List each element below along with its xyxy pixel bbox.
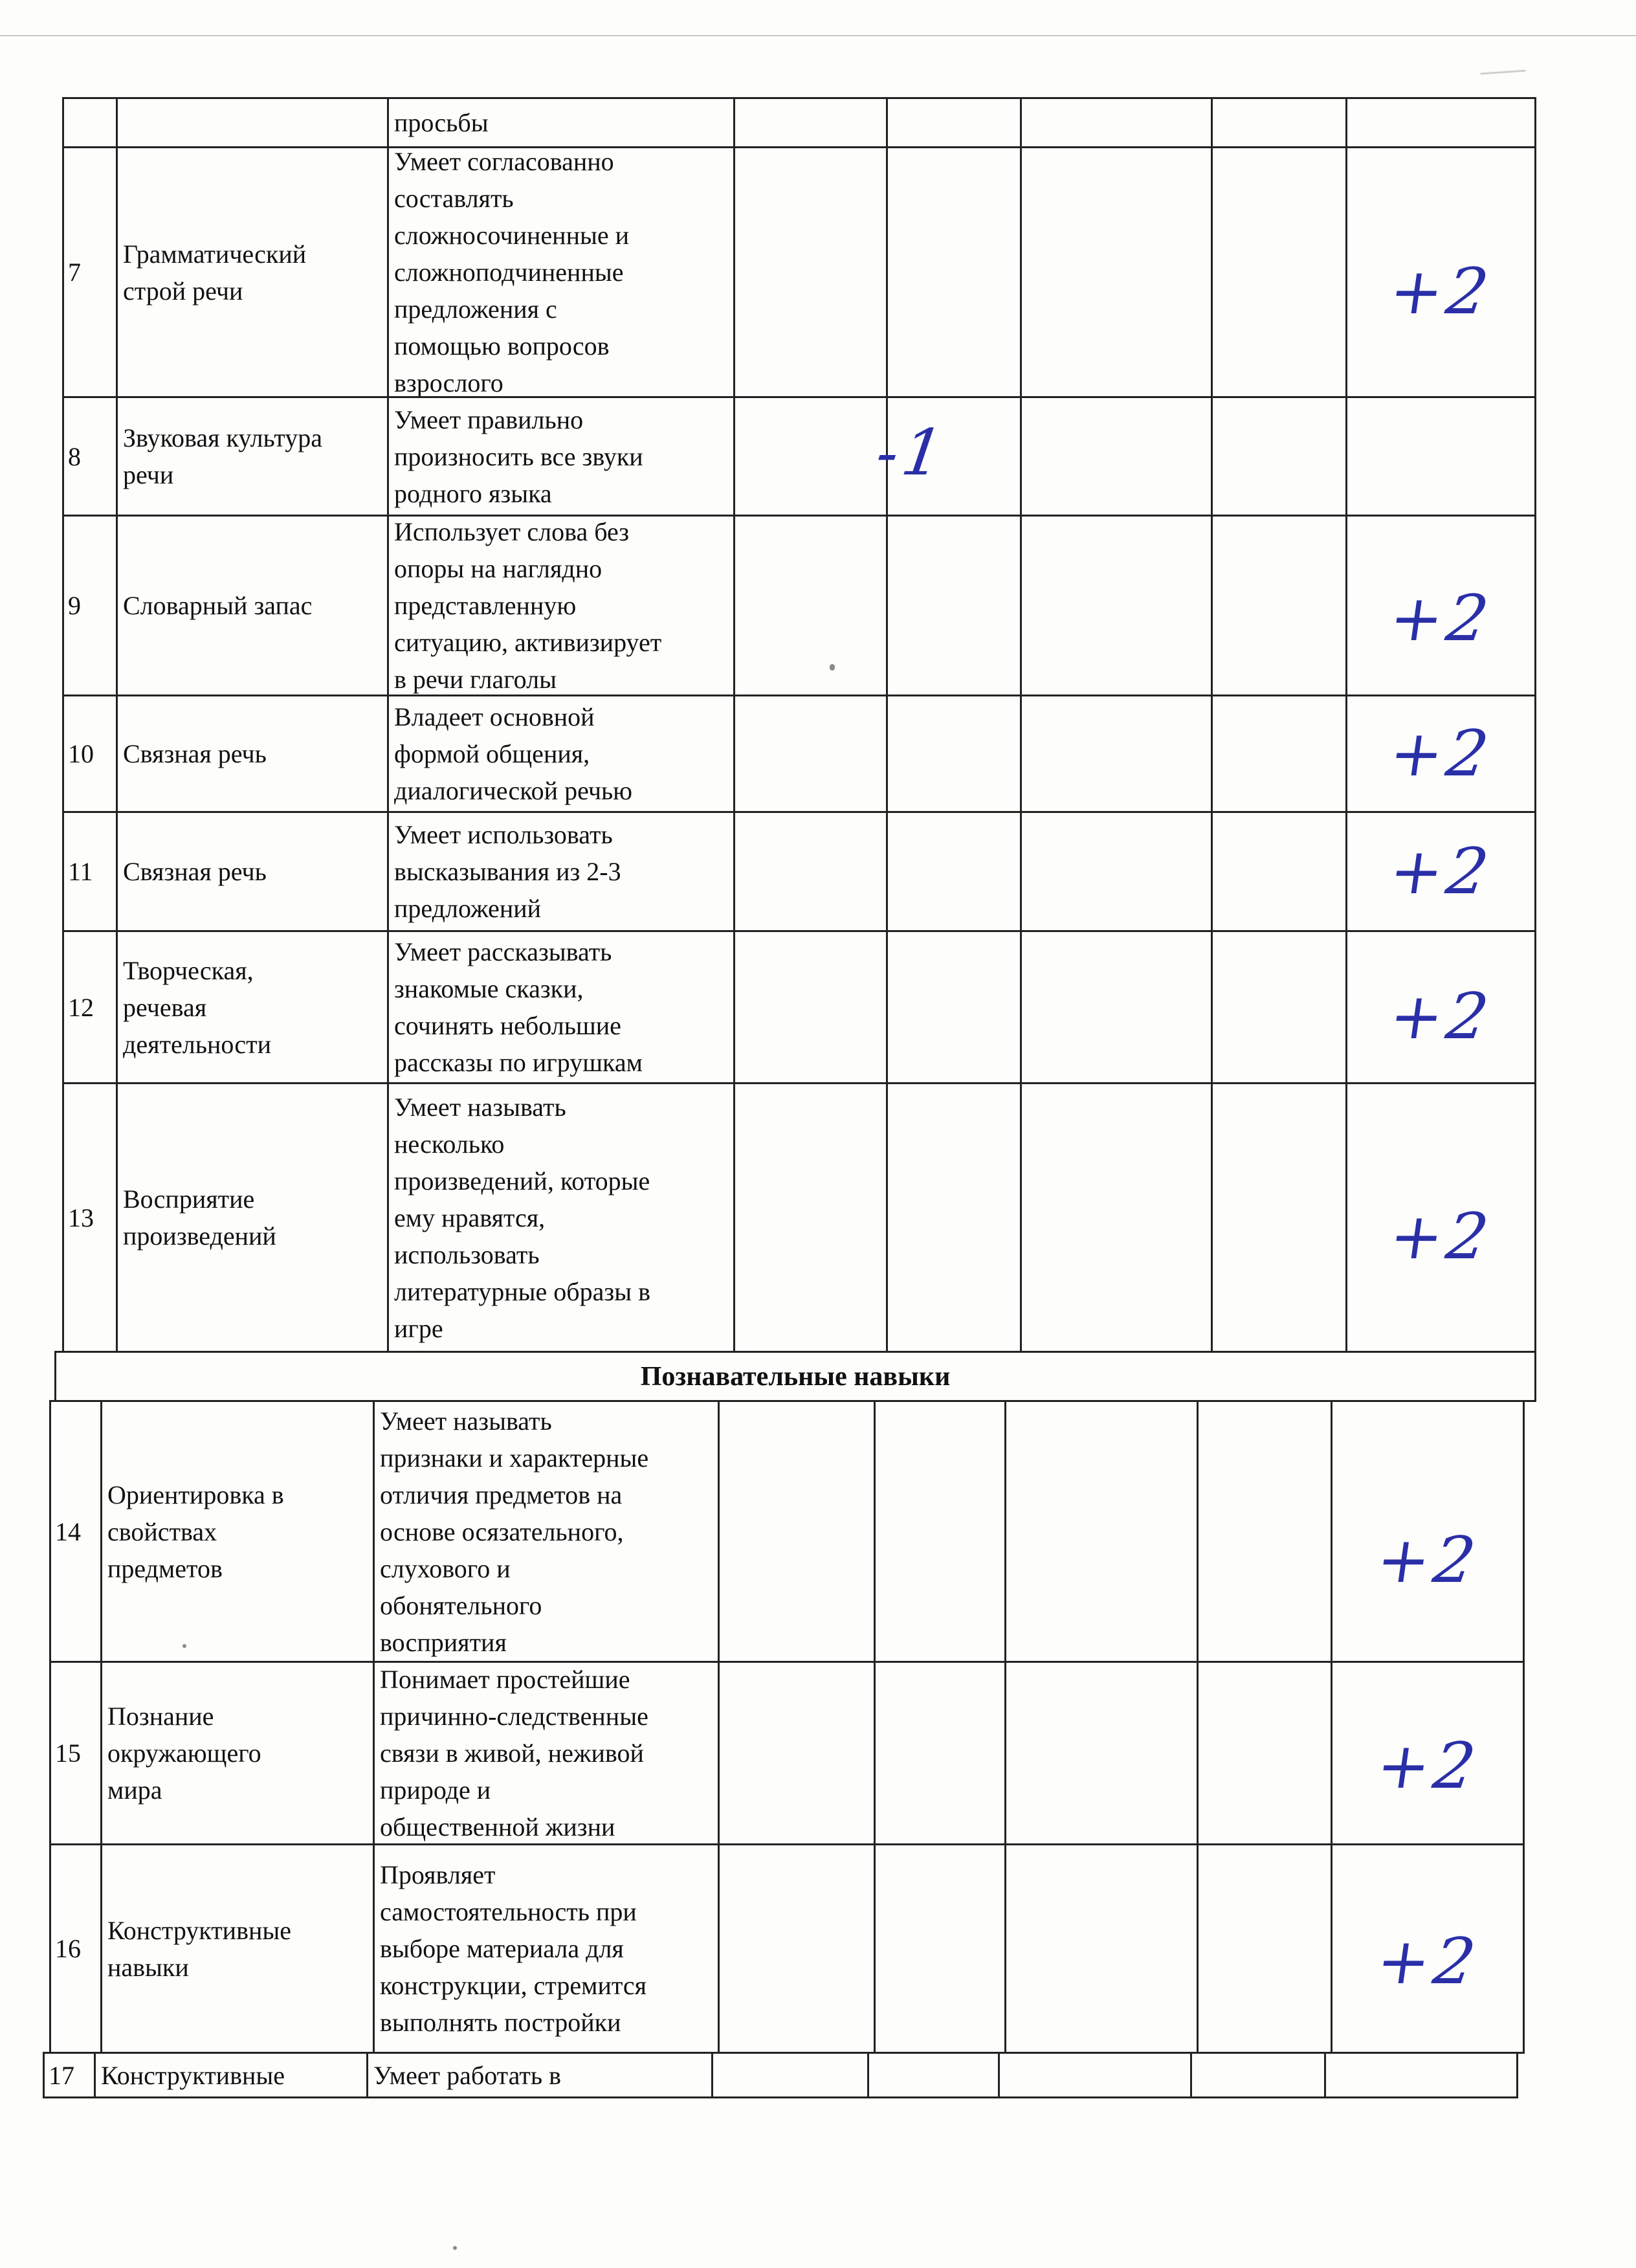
criterion-text: сложноподчиненные [394, 258, 624, 287]
criterion-text: Умеет называть [380, 1406, 552, 1436]
area-text: Связная речь [123, 857, 267, 886]
section-title: Познавательные навыки [640, 1361, 951, 1392]
mark-cell [886, 1082, 1022, 1353]
criterion-text: предложения с [394, 295, 557, 324]
row-number-cell [62, 146, 118, 398]
criterion-text: взрослого [394, 368, 503, 397]
mark-cell [733, 811, 888, 932]
area-cell [100, 1843, 375, 2054]
mark-cell [733, 930, 888, 1084]
handwritten-score: +2 [1385, 717, 1497, 791]
row-number: 10 [68, 739, 94, 768]
mark-cell [1020, 695, 1213, 813]
mark-cell [1197, 1843, 1332, 2054]
mark-cell [1345, 811, 1536, 932]
mark-cell [886, 515, 1022, 696]
area-text: Познание [107, 1702, 214, 1731]
mark-cell [1211, 515, 1347, 696]
criterion-text: диалогической речью [394, 776, 633, 805]
criterion-text: отличия предметов на [380, 1480, 623, 1509]
mark-cell [872, 396, 1022, 517]
criterion-text: высказывания из 2-3 [394, 857, 621, 886]
area-text: Грамматический [123, 239, 307, 269]
criterion-text: сложносочиненные и [394, 221, 630, 250]
row-number: 14 [55, 1517, 81, 1546]
criterion-cell [373, 1843, 720, 2054]
criterion-text: Умеет правильно [394, 405, 584, 434]
area-text: речи [123, 460, 174, 489]
area-text: деятельности [123, 1029, 271, 1059]
area-text: Связная речь [123, 739, 267, 768]
criterion-text: произведений, которые [394, 1166, 650, 1195]
criterion-text: основе осязательного, [380, 1517, 624, 1546]
mark-cell [998, 2052, 1192, 2098]
row-number-cell [62, 811, 118, 932]
area-text: Звуковая культура [123, 423, 322, 452]
criterion-text: Умеет согласованно [394, 147, 614, 176]
mark-cell [886, 97, 1022, 148]
handwritten-score: +2 [1385, 254, 1497, 329]
row-number-cell [49, 1400, 102, 1663]
criterion-text: представленную [394, 591, 577, 620]
mark-cell [1020, 146, 1213, 398]
criterion-text: в речи глаголы [394, 665, 557, 694]
row-number: 17 [49, 2060, 74, 2090]
criterion-text: просьбы [394, 108, 489, 137]
criterion-text: рассказы по игрушкам [394, 1048, 643, 1077]
criterion-text: Использует слова без [394, 517, 630, 546]
criterion-text: Проявляет [380, 1860, 496, 1889]
criterion-cell [387, 930, 735, 1084]
criterion-text: Понимает простейшие [380, 1665, 630, 1694]
mark-cell [874, 1843, 1006, 2054]
criterion-text: обонятельного [380, 1590, 542, 1620]
area-cell [100, 1661, 375, 1845]
row-number-cell [62, 396, 118, 517]
criterion-cell [387, 396, 735, 517]
row-number: 15 [55, 1739, 81, 1768]
area-text: мира [107, 1775, 162, 1805]
mark-cell [1020, 515, 1213, 696]
criterion-cell [373, 1661, 720, 1845]
area-cell [116, 515, 389, 696]
row-number: 9 [68, 591, 81, 620]
section-header [54, 1351, 1536, 1402]
mark-cell [1345, 146, 1536, 398]
area-cell [116, 930, 389, 1084]
row-number: 7 [68, 258, 81, 287]
criterion-cell [387, 97, 735, 148]
criterion-text: выборе материала для [380, 1934, 624, 1963]
area-text: Восприятие [123, 1184, 255, 1214]
criterion-text: родного языка [394, 478, 552, 508]
mark-cell [1345, 695, 1536, 813]
mark-cell [733, 146, 888, 398]
criterion-text: несколько [394, 1129, 505, 1159]
row-number: 11 [68, 857, 93, 886]
mark-cell [1197, 1400, 1332, 1663]
mark-cell [886, 146, 1022, 398]
mark-cell [1324, 2052, 1518, 2098]
mark-cell [1211, 97, 1347, 148]
area-text: Ориентировка в [107, 1480, 284, 1509]
criterion-text: ситуацию, активизирует [394, 628, 662, 657]
mark-cell [733, 1082, 888, 1353]
area-cell [116, 811, 389, 932]
mark-cell [711, 2052, 869, 2098]
area-text: Словарный запас [123, 591, 313, 620]
criterion-text: природе и [380, 1775, 491, 1805]
area-cell [116, 1082, 389, 1353]
area-text: речевая [123, 992, 207, 1022]
row-number-cell [49, 1661, 102, 1845]
area-text: Конструктивные [101, 2060, 285, 2090]
criterion-text: составлять [394, 184, 514, 213]
mark-cell [733, 515, 888, 696]
row-number-cell [62, 695, 118, 813]
mark-cell [733, 97, 888, 148]
row-number-cell [62, 930, 118, 1084]
area-text: окружающего [107, 1739, 261, 1768]
area-cell [100, 1400, 375, 1663]
row-number: 13 [68, 1203, 94, 1232]
criterion-text: опоры на наглядно [394, 554, 602, 583]
area-text: строй речи [123, 276, 243, 306]
handwritten-score: +2 [1371, 1729, 1484, 1803]
criterion-cell [387, 811, 735, 932]
criterion-text: восприятия [380, 1627, 507, 1657]
area-cell [116, 396, 389, 517]
area-text: предметов [107, 1553, 223, 1583]
area-text: свойствах [107, 1517, 217, 1546]
area-text: Творческая, [123, 955, 254, 985]
criterion-text: знакомые сказки, [394, 974, 584, 1003]
area-cell [94, 2052, 368, 2098]
mark-cell [1331, 1400, 1525, 1663]
handwritten-score: +2 [1371, 1524, 1484, 1597]
criterion-cell [387, 1082, 735, 1353]
handwritten-score: +2 [1385, 581, 1497, 656]
mark-cell [733, 695, 888, 813]
row-number: 16 [55, 1934, 81, 1963]
criterion-text: литературные образы в [394, 1276, 650, 1306]
criterion-text: причинно-следственные [380, 1702, 648, 1731]
mark-cell [1331, 1661, 1525, 1845]
criterion-text: конструкции, стремится [380, 1971, 647, 2000]
mark-cell [1197, 1661, 1332, 1845]
area-cell [116, 695, 389, 813]
mark-cell [718, 1661, 876, 1845]
criterion-text: помощью вопросов [394, 331, 610, 361]
area-cell [116, 146, 389, 398]
ink-dot [830, 665, 835, 671]
row-number-cell [62, 97, 118, 148]
mark-cell [1211, 396, 1347, 517]
mark-cell [886, 695, 1022, 813]
mark-cell [1020, 1082, 1213, 1353]
mark-cell [1345, 515, 1536, 696]
area-text: произведений [123, 1221, 276, 1251]
handwritten-score: -1 [872, 416, 952, 490]
row-number-cell [62, 1082, 118, 1353]
mark-cell [886, 811, 1022, 932]
criterion-cell [366, 2052, 713, 2098]
mark-cell [1020, 811, 1213, 932]
mark-cell [1211, 1082, 1347, 1353]
row-number: 8 [68, 441, 81, 471]
criterion-text: Умеет рассказывать [394, 937, 612, 966]
mark-cell [1331, 1843, 1525, 2054]
criterion-text: слухового и [380, 1553, 511, 1583]
mark-cell [1004, 1843, 1199, 2054]
criterion-text: использовать [394, 1240, 540, 1269]
criterion-text: предложений [394, 894, 542, 923]
area-text: навыки [107, 1952, 189, 1982]
mark-cell [1211, 930, 1347, 1084]
criterion-text: сочинять небольшие [394, 1011, 621, 1040]
mark-cell [733, 396, 888, 517]
criterion-text: связи в живой, неживой [380, 1739, 644, 1768]
criterion-text: признаки и характерные [380, 1443, 649, 1473]
criterion-text: игре [394, 1313, 443, 1343]
criterion-text: Умеет работать в [373, 2060, 561, 2090]
mark-cell [1004, 1400, 1199, 1663]
criterion-text: общественной жизни [380, 1812, 615, 1841]
mark-cell [1345, 396, 1536, 517]
row-number-cell [62, 515, 118, 696]
criterion-text: Умеет называть [394, 1092, 566, 1122]
row-number-cell [49, 1843, 102, 2054]
criterion-text: выполнять постройки [380, 2008, 621, 2037]
area-text: Конструктивные [107, 1915, 292, 1945]
handwritten-score: +2 [1385, 980, 1497, 1054]
handwritten-score: +2 [1371, 1924, 1484, 1999]
criterion-text: ему нравятся, [394, 1203, 546, 1232]
criterion-cell [373, 1400, 720, 1663]
criterion-text: Владеет основной [394, 702, 595, 731]
mark-cell [874, 1661, 1006, 1845]
mark-cell [874, 1400, 1006, 1663]
mark-cell [718, 1843, 876, 2054]
mark-cell [1190, 2052, 1326, 2098]
criterion-text: формой общения, [394, 739, 590, 768]
mark-cell [1345, 97, 1536, 148]
criterion-cell [387, 146, 735, 398]
mark-cell [1211, 695, 1347, 813]
mark-cell [1020, 396, 1213, 517]
mark-cell [1020, 930, 1213, 1084]
mark-cell [1345, 930, 1536, 1084]
handwritten-score: +2 [1385, 834, 1497, 909]
row-number: 12 [68, 992, 94, 1022]
mark-cell [886, 930, 1022, 1084]
row-number-cell [43, 2052, 96, 2098]
mark-cell [1211, 146, 1347, 398]
mark-cell [1211, 811, 1347, 932]
handwritten-score: +2 [1385, 1200, 1497, 1274]
mark-cell [1020, 97, 1213, 148]
criterion-text: самостоятельность при [380, 1897, 637, 1926]
criterion-cell [387, 695, 735, 813]
mark-cell [718, 1400, 876, 1663]
criterion-cell [387, 515, 735, 696]
mark-cell [1004, 1661, 1199, 1845]
area-cell [116, 97, 389, 148]
criterion-text: произносить все звуки [394, 441, 643, 471]
mark-cell [1345, 1082, 1536, 1353]
criterion-text: Умеет использовать [394, 820, 613, 849]
mark-cell [867, 2052, 1000, 2098]
